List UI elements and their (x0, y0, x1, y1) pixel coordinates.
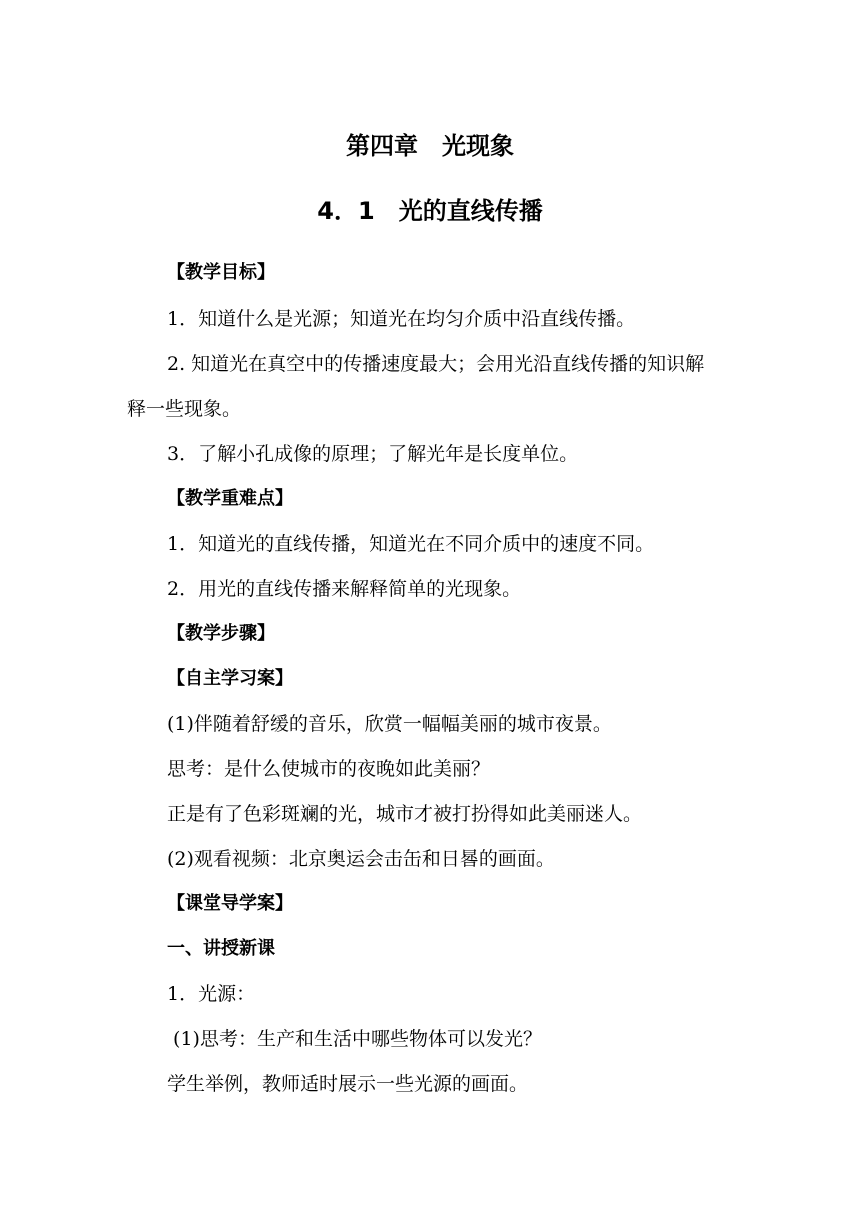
key-points-heading: 【教学重难点】 (167, 488, 293, 509)
classroom-line-3: 学生举例，教师适时展示一些光源的画面。 (167, 1073, 529, 1095)
teaching-goal-3: 3．了解小孔成像的原理；了解光年是长度单位。 (167, 443, 579, 465)
section-title: 4．1 光的直线传播 (317, 197, 543, 225)
self-study-line-1: (1)伴随着舒缓的音乐，欣赏一幅幅美丽的城市夜景。 (167, 713, 612, 735)
teaching-goal-2-line-2: 释一些现象。 (127, 398, 242, 420)
self-study-line-2: 思考：是什么使城市的夜晚如此美丽？ (167, 758, 491, 780)
key-point-1: 1．知道光的直线传播，知道光在不同介质中的速度不同。 (167, 533, 655, 555)
teaching-goals-heading: 【教学目标】 (167, 262, 275, 283)
teaching-goal-1: 1．知道什么是光源；知道光在均匀介质中沿直线传播。 (167, 308, 636, 330)
teaching-goal-2-line-1: 2. 知道光在真空中的传播速度最大；会用光沿直线传播的知识解 (167, 353, 705, 375)
classroom-line-1: 1．光源： (167, 983, 256, 1005)
teaching-steps-heading: 【教学步骤】 (167, 623, 275, 644)
self-study-line-3: 正是有了色彩斑斓的光，城市才被打扮得如此美丽迷人。 (167, 803, 643, 825)
key-point-2: 2．用光的直线传播来解释简单的光现象。 (167, 578, 522, 600)
classroom-subheading: 一、讲授新课 (167, 938, 275, 959)
self-study-line-4: (2)观看视频：北京奥运会击缶和日晷的画面。 (167, 848, 555, 870)
chapter-title: 第四章 光现象 (346, 132, 514, 160)
classroom-heading: 【课堂导学案】 (167, 893, 293, 914)
self-study-heading: 【自主学习案】 (167, 668, 293, 689)
classroom-line-2: (1)思考：生产和生活中哪些物体可以发光？ (167, 1028, 542, 1050)
